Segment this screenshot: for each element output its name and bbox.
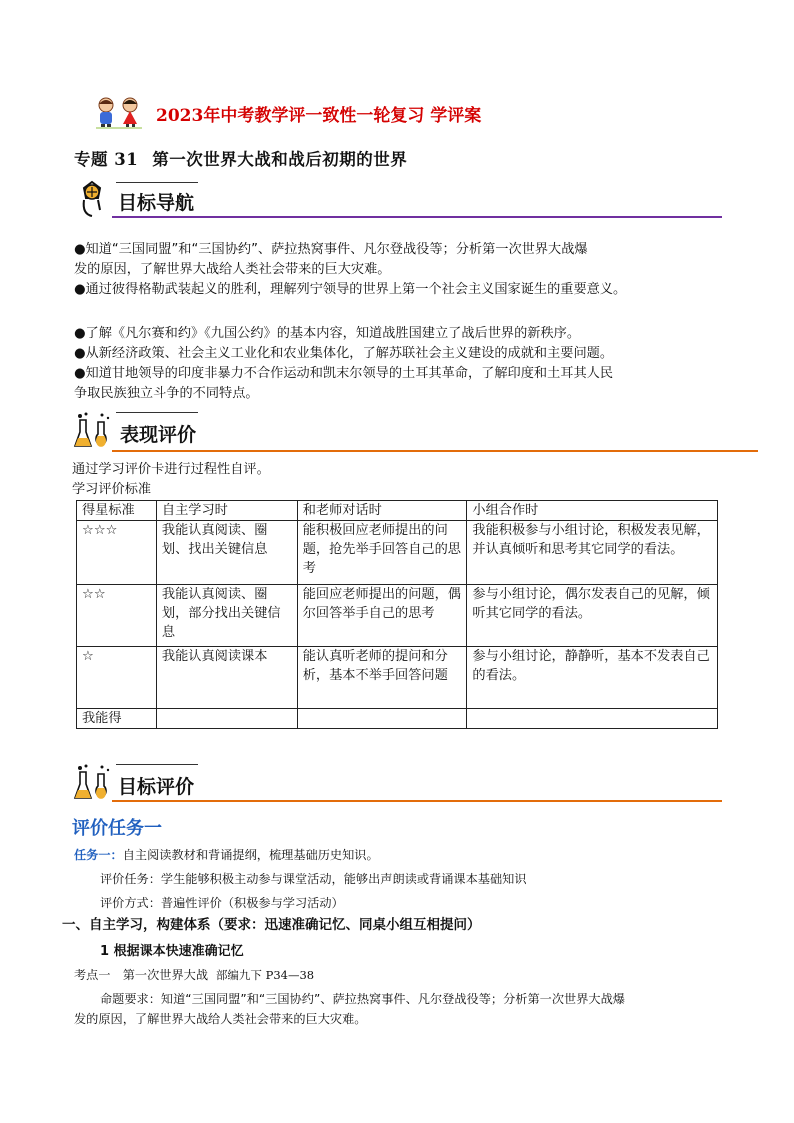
section-title-goal-evaluation: 目标评价 xyxy=(118,776,195,798)
table-row xyxy=(77,709,718,729)
table-row xyxy=(77,647,718,709)
table-cell: 我能认真阅读课本 xyxy=(156,647,297,709)
flask-icon xyxy=(72,764,112,806)
kids-logo-icon xyxy=(86,96,156,130)
table-cell: ☆☆☆ xyxy=(77,521,157,585)
table-caption: 学习评价标准 xyxy=(72,482,152,497)
requirement-line-1: 命题要求：知道“三国同盟”和“三国协约”、萨拉热窝事件、凡尔登战役等；分析第一次世界大战爆 xyxy=(100,992,625,1006)
heading-self-study: 一、自主学习，构建体系（要求：迅速准确记忆、同桌小组互相提问） xyxy=(62,917,481,933)
table-cell xyxy=(467,709,718,729)
section-performance-evaluation xyxy=(72,408,758,454)
eval-method-line: 评价方式：普遍性评价（积极参与学习活动） xyxy=(100,896,344,910)
textbook-reference: 部编九下 P34—38 xyxy=(215,968,315,982)
table-cell xyxy=(156,709,297,729)
task-text: 自主阅读教材和背诵提纲，梳理基础历史知识。 xyxy=(122,848,379,862)
evaluation-intro: 通过学习评价卡进行过程性自评。 xyxy=(72,462,270,477)
table-cell: 参与小组讨论，静静听，基本不发表自己的看法。 xyxy=(467,647,718,709)
banner-title: 2023年中考教学评一致性一轮复习 学评案 xyxy=(156,105,482,126)
eval-task-line: 评价任务：学生能够积极主动参与课堂活动，能够出声朗读或背诵课本基础知识 xyxy=(100,872,527,886)
topic-heading xyxy=(74,146,407,170)
goal-bullet-1: ●知道“三国同盟”和“三国协约”、萨拉热窝事件、凡尔登战役等；分析第一次世界大战爆 发的原因，了解世界大战给人类社会带来的巨大灾难。 ●通过彼得格勒武装起义的胜利，理解列宁领导的世界上第一个社会主义国家诞生的重要意义。 xyxy=(74,242,627,297)
heading-memorize: 1 根据课本快速准确记忆 xyxy=(100,944,244,959)
task-one-line xyxy=(74,846,379,863)
table-cell: 参与小组讨论，偶尔发表自己的见解，倾听其它同学的看法。 xyxy=(467,585,718,647)
section-title-performance: 表现评价 xyxy=(120,424,197,446)
table-cell: 我能认真阅读、圈划，部分找出关键信息 xyxy=(156,585,297,647)
flask-icon xyxy=(72,412,112,454)
table-cell: 能回应老师提出的问题，偶尔回答举手自己的思考 xyxy=(297,585,467,647)
task-title: 评价任务一 xyxy=(72,818,162,839)
table-cell: ☆ xyxy=(77,647,157,709)
table-cell: 能认真听老师的提问和分析，基本不举手回答问题 xyxy=(297,647,467,709)
table-header-row xyxy=(77,501,718,521)
goal-bullet-2: ●了解《凡尔赛和约》《九国公约》的基本内容，知道战胜国建立了战后世界的新秩序。 ●从新经济政策、社会主义工业化和农业集体化，了解苏联社会主义建设的成就和主要问题。 ●知道甘地领导的印度非暴力不合作运动和凯末尔领导的土耳其革命，了解印度和土耳其人民 争取民族独立斗争的不同特点。 xyxy=(74,326,614,401)
banner xyxy=(86,96,481,130)
section-goal-evaluation xyxy=(72,760,722,806)
table-row xyxy=(77,521,718,585)
section-goal-navigation xyxy=(72,176,722,222)
table-header-cell: 和老师对话时 xyxy=(297,501,467,521)
table-cell: ☆☆ xyxy=(77,585,157,647)
table-header-cell: 小组合作时 xyxy=(467,501,718,521)
topic-number: 专题 31 xyxy=(74,150,139,169)
table-header-cell: 得星标准 xyxy=(77,501,157,521)
section-title-goal-navigation: 目标导航 xyxy=(118,192,195,214)
evaluation-table xyxy=(76,500,718,729)
table-row xyxy=(77,585,718,647)
target-badge-icon xyxy=(72,180,112,222)
table-header-cell: 自主学习时 xyxy=(156,501,297,521)
task-label: 任务一： xyxy=(74,848,123,862)
table-cell: 我能认真阅读、圈划、找出关键信息 xyxy=(156,521,297,585)
requirement-line-2: 发的原因，了解世界大战给人类社会带来的巨大灾难。 xyxy=(74,1012,367,1026)
table-cell: 能积极回应老师提出的问题，抢先举手回答自己的思考 xyxy=(297,521,467,585)
topic-title: 第一次世界大战和战后初期的世界 xyxy=(152,150,408,169)
table-cell xyxy=(297,709,467,729)
exam-point-line xyxy=(74,966,314,983)
exam-point-label: 考点一 第一次世界大战 xyxy=(74,968,209,982)
table-cell: 我能积极参与小组讨论，积极发表见解，并认真倾听和思考其它同学的看法。 xyxy=(467,521,718,585)
table-cell: 我能得 xyxy=(77,709,157,729)
